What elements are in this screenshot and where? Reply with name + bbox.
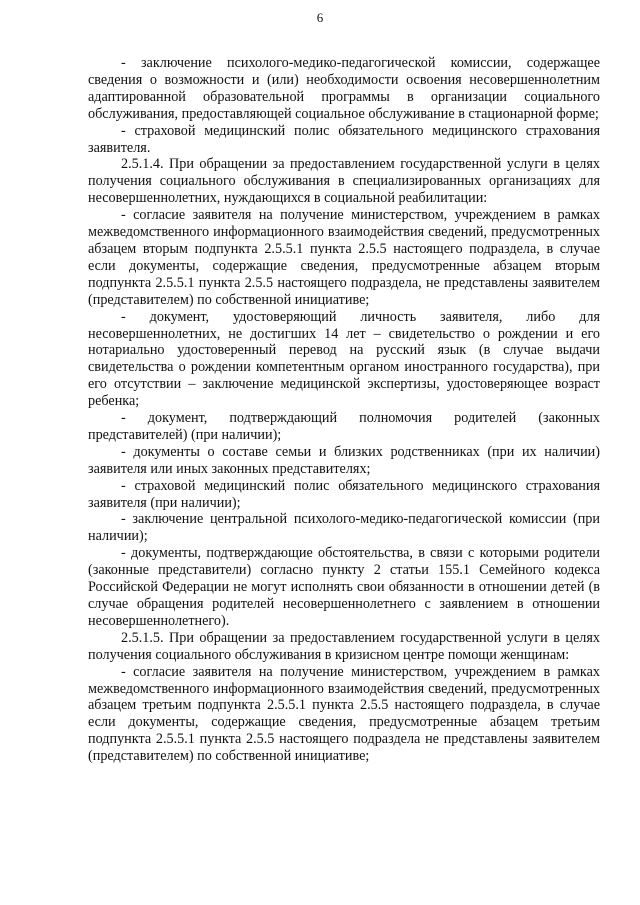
page-number: 6 (316, 10, 324, 25)
paragraph: - документ, удостоверяющий личность заявителя, либо для несовершеннолетних, не достигших 14 лет – свидетельство о рождении и его нотариально удостоверенный перевод на русский язык (в случае выдачи свидетельства о рождении компетентным органом иностранного государства), при его отсутствии – заключение медицинской экспертизы, удостоверяющее возраст ребенка; (88, 308, 600, 410)
document-body (88, 55, 600, 765)
paragraph: - согласие заявителя на получение министерством, учреждением в рамках межведомственного информационного взаимодействия сведений, предусмотренных абзацем вторым подпункта 2.5.5.1 пункта 2.5.5 настоящего подраздела, в случае если документы, содержащие сведения, предусмотренные абзацем вторым подпункта 2.5.5.1 пункта 2.5.5 настоящего подраздела, не представлены заявителем (представителем) по собственной инициативе; (88, 207, 600, 308)
section-paragraph: 2.5.1.5. При обращении за предоставлением государственной услуги в целях получения социального обслуживания в кризисном центре помощи женщинам: (88, 629, 600, 663)
paragraph: - документ, подтверждающий полномочия родителей (законных представителей) (при наличии); (88, 410, 600, 443)
paragraph: - страховой медицинский полис обязательного медицинского страхования заявителя. (88, 122, 600, 156)
section-paragraph: 2.5.1.4. При обращении за предоставлением государственной услуги в целях получения социального обслуживания в специализированных организациях для несовершеннолетних, нуждающихся в социальной реабилитации: (88, 156, 600, 207)
paragraph: - страховой медицинский полис обязательного медицинского страхования заявителя (при наличии); (88, 477, 600, 511)
paragraph: - документы о составе семьи и близких родственниках (при их наличии) заявителя или иных законных представителях; (88, 443, 600, 477)
paragraph: - заключение центральной психолого-медико-педагогической комиссии (при наличии); (88, 511, 600, 545)
paragraph: - документы, подтверждающие обстоятельства, в связи с которыми родители (законные представители) согласно пункту 2 статьи 155.1 Семейного кодекса Российской Федерации не могут исполнять свои обязанности в отношении детей (в случае обращения родителей несовершеннолетнего с заявлением в отношении несовершеннолетнего). (88, 545, 600, 629)
paragraph: - согласие заявителя на получение министерством, учреждением в рамках межведомственного информационного взаимодействия сведений, предусмотренных абзацем третьим подпункта 2.5.5.1 пункта 2.5.5 настоящего подраздела, в случае если документы, содержащие сведения, предусмотренные абзацем третьим подпункта 2.5.5.1 пункта 2.5.5 настоящего подраздела не представлены заявителем (представителем) по собственной инициативе; (88, 663, 600, 765)
paragraph: - заключение психолого-медико-педагогической комиссии, содержащее сведения о возможности и (или) необходимости освоения несовершеннолетним адаптированной образовательной программы в организации социального обслуживания, предоставляющей социальное обслуживание в стационарной форме; (88, 55, 600, 122)
